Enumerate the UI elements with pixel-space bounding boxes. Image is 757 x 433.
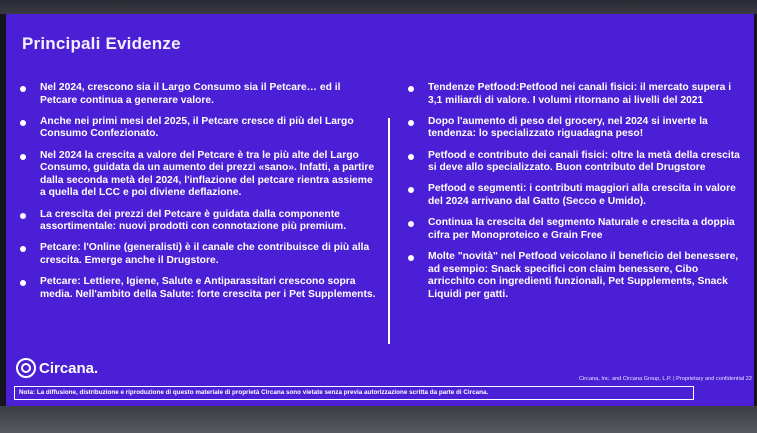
bullet-item: [406, 217, 744, 242]
bullet-text: Petfood e segmenti: i contributi maggiori alla crescita in valore del 2024 arrivano dal Gatto (Secco e Umido).: [428, 183, 736, 207]
bullet-dot-icon: [20, 213, 26, 219]
bullet-item: [18, 82, 380, 107]
bullet-text: Petfood e contributo dei canali fisici: oltre la metà della crescita si deve allo specializzato. Buon contributo del Drugstore: [428, 149, 740, 174]
copyright-text: Circana, Inc. and Circana Group, L.P. | Proprietary and confidential 22: [579, 376, 752, 382]
slide-title: Principali Evidenze: [22, 34, 181, 53]
bullet-dot-icon: [20, 120, 26, 126]
bullet-text: Dopo l'aumento di peso del grocery, nel 2024 si inverte la tendenza: lo specializzato riguadagna peso!: [428, 115, 708, 140]
bullet-text: Petcare: l'Online (generalisti) è il canale che contribuisce di più alla crescita. Emerge anche il Drugstore.: [40, 242, 370, 266]
bullet-dot-icon: [20, 280, 26, 286]
logo-text: Circana.: [39, 359, 99, 377]
bullet-dot-icon: [408, 120, 414, 126]
bullet-dot-icon: [408, 154, 414, 160]
bullet-dot-icon: [408, 86, 414, 92]
column-divider: [388, 118, 390, 344]
right-bullet-column: [406, 82, 744, 310]
bullet-dot-icon: [20, 246, 26, 252]
bullet-dot-icon: [408, 187, 414, 193]
bullet-item: [406, 116, 744, 141]
bullet-item: [406, 150, 744, 175]
bullet-item: [406, 251, 744, 301]
bullet-text: Molte "novità" nel Petfood veicolano il beneficio del benessere, ad esempio: Snack specifici con claim benessere, Cibo arricchito con ingredienti funzionali, Pet Supplements, Snack Liquidi per gatti.: [428, 250, 739, 300]
screen-bottom-bezel: [0, 406, 757, 433]
bullet-text: Tendenze Petfood:Petfood nei canali fisici: il mercato supera i 3,1 miliardi di valore. I volumi ritornano ai livelli del 2021: [428, 82, 732, 106]
screen-top-bezel: [0, 0, 757, 14]
bullet-item: [406, 183, 744, 208]
bullet-text: Continua la crescita del segmento Naturale e crescita a doppia cifra per Monoproteico e Grain Free: [428, 217, 735, 241]
left-bullet-column: [18, 82, 380, 310]
bullet-dot-icon: [20, 86, 26, 92]
bullet-text: Petcare: Lettiere, Igiene, Salute e Antiparassitari crescono sopra media. Nell'ambito della Salute: forte crescita per i Pet Supplements.: [40, 276, 376, 300]
bullet-item: [18, 116, 380, 141]
presentation-slide: [6, 14, 754, 406]
bullet-dot-icon: [408, 221, 414, 227]
bullet-text: Nel 2024 la crescita a valore del Petcare è tra le più alte del Largo Consumo, guidata da un aumento dei prezzi «sano». Infatti, a partire dalla seconda metà del 2024, l'inflazione del petcare rientra assieme a quella del LCC e poi diviene deflazione.: [40, 149, 375, 199]
bullet-dot-icon: [20, 154, 26, 160]
circana-logo-icon: [16, 358, 36, 378]
bullet-item: [18, 276, 380, 301]
footer-note: Nota: La diffusione, distribuzione e riproduzione di questo materiale di proprietà Circana sono vietate senza previa autorizzazione scritta da parte di Circana.: [14, 386, 694, 400]
bullet-item: [18, 209, 380, 234]
bullet-text: Anche nei primi mesi del 2025, il Petcare cresce di più del Largo Consumo Confezionato.: [40, 115, 354, 140]
bullet-item: [18, 150, 380, 200]
bullet-text: Nel 2024, crescono sia il Largo Consumo sia il Petcare… ed il Petcare continua a generare valore.: [40, 82, 341, 106]
bullet-text: La crescita dei prezzi del Petcare è guidata dalla componente assortimentale: nuovi prodotti con connotazione più premium.: [40, 208, 347, 233]
bullet-item: [406, 82, 744, 107]
circana-logo: [16, 358, 98, 378]
bullet-item: [18, 242, 380, 267]
bullet-dot-icon: [408, 255, 414, 261]
